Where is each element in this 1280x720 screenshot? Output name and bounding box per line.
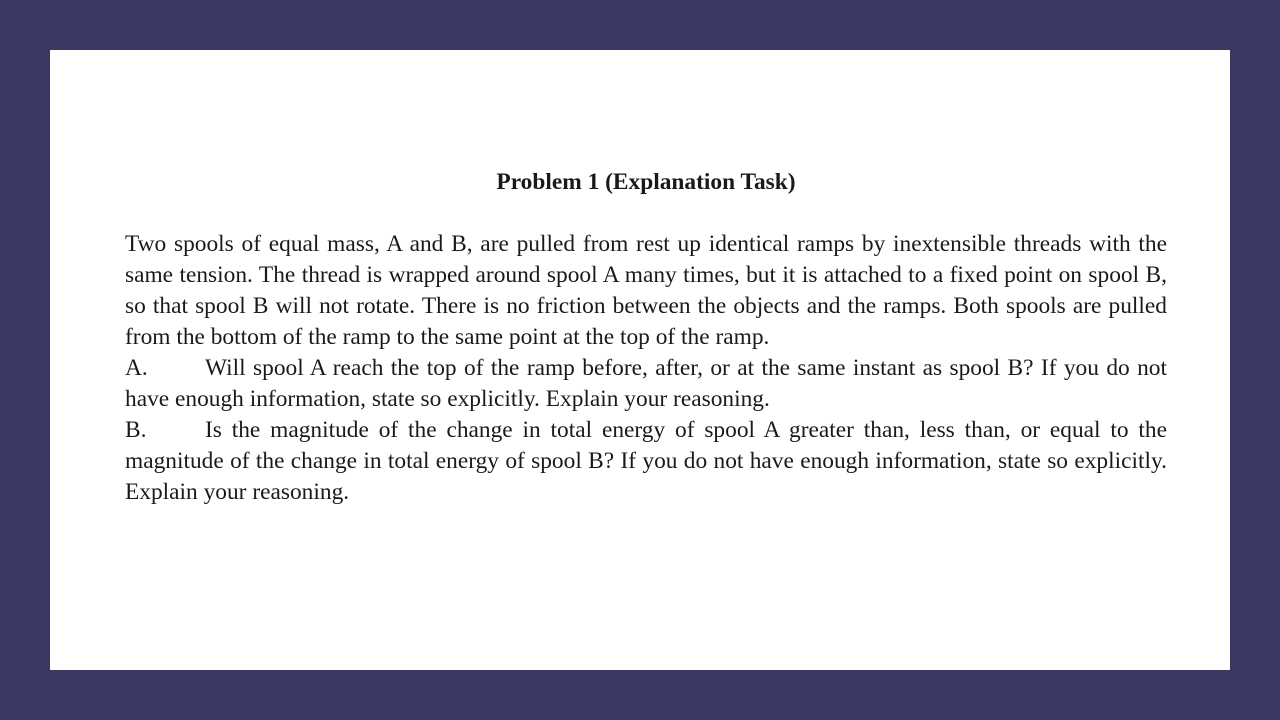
question-a [125,353,1167,415]
question-a-text: Will spool A reach the top of the ramp before, after, or at the same instant as spool B? If you do not have enough information, state so explicitly. Explain your reasoning. [125,355,1167,412]
document-body [125,167,1167,508]
question-b-text: Is the magnitude of the change in total energy of spool A greater than, less than, or equal to the magnitude of the change in total energy of spool B? If you do not have enough information, state so explicitly. Explain your reasoning. [125,417,1167,505]
problem-title: Problem 1 (Explanation Task) [496,169,796,195]
question-b [125,415,1167,508]
question-a-label: A. [125,355,148,381]
problem-statement: Two spools of equal mass, A and B, are pulled from rest up identical ramps by inextensible threads with the same tension. The thread is wrapped around spool A many times, but it is attached to a fixed point on spool B, so that spool B will not rotate. There is no friction between the objects and the ramps. Both spools are pulled from the bottom of the ramp to the same point at the top of the ramp. [125,231,1167,350]
question-b-label: B. [125,417,147,443]
document-page [50,50,1230,670]
